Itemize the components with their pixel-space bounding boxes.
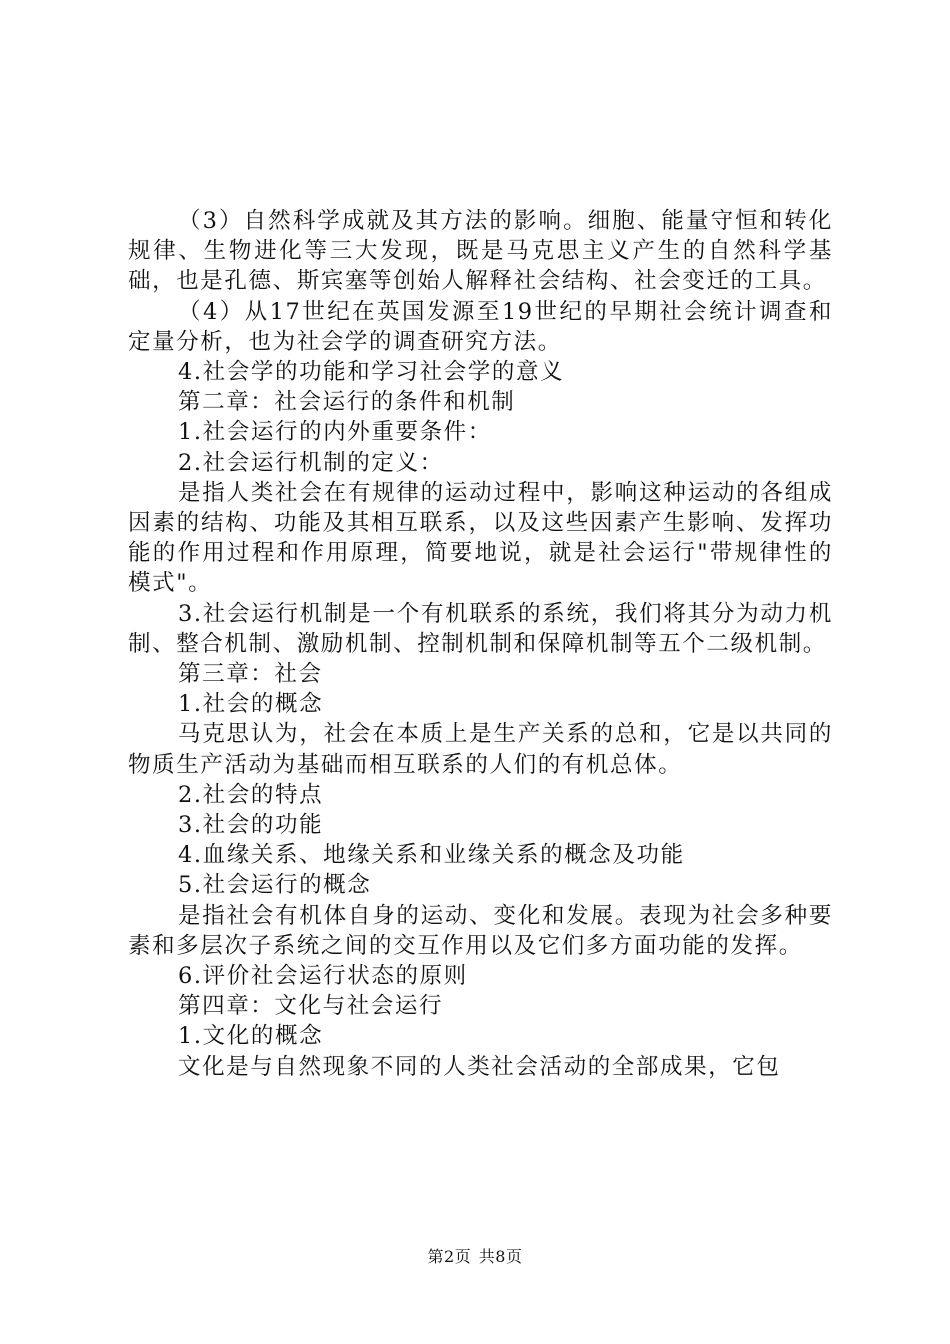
section-item: 5.社会运行的概念 [178, 872, 372, 899]
paragraph: 文化是与自然现象不同的人类社会活动的全部成果，它包 [178, 1053, 781, 1080]
paragraph: 是指人类社会在有规律的运动过程中，影响这种运动的各组成因素的结构、功能及其相互联系，以及这些因素产生影响、发挥功能的作用过程和作用原理，简要地说，就是社会运行"带规律性的模式"。 [128, 479, 833, 597]
chapter-heading: 第二章：社会运行的条件和机制 [178, 389, 516, 416]
paragraph: （3）自然科学成就及其方法的影响。细胞、能量守恒和转化规律、生物进化等三大发现，既是马克思主义产生的自然科学基础，也是孔德、斯宾塞等创始人解释社会结构、社会变迁的工具。 [128, 208, 833, 295]
paragraph: 马克思认为，社会在本质上是生产关系的总和，它是以共同的物质生产活动为基础而相互联系的人们的有机总体。 [128, 721, 833, 778]
section-item: 2.社会运行机制的定义： [178, 449, 444, 476]
paragraph: （4）从17世纪在英国发源至19世纪的早期社会统计调查和定量分析，也为社会学的调查研究方法。 [128, 298, 833, 355]
section-item: 6.评价社会运行状态的原则 [178, 963, 468, 990]
section-item: 2.社会的特点 [178, 781, 324, 808]
section-item: 4.社会学的功能和学习社会学的意义 [178, 359, 565, 386]
current-page-number: 第2页 [427, 1247, 472, 1266]
section-item: 3.社会的功能 [178, 812, 324, 839]
paragraph: 3.社会运行机制是一个有机联系的系统，我们将其分为动力机制、整合机制、激励机制、控制机制和保障机制等五个二级机制。 [128, 600, 833, 657]
chapter-heading: 第三章：社会 [178, 661, 323, 688]
section-item: 4.血缘关系、地缘关系和业缘关系的概念及功能 [178, 842, 685, 869]
page-footer [0, 1244, 950, 1267]
paragraph: 是指社会有机体自身的运动、变化和发展。表现为社会多种要素和多层次子系统之间的交互作用以及它们多方面功能的发挥。 [128, 902, 833, 959]
total-pages: 共8页 [478, 1247, 523, 1266]
chapter-heading: 第四章：文化与社会运行 [178, 993, 444, 1020]
section-item: 1.文化的概念 [178, 1023, 324, 1050]
section-item: 1.社会运行的内外重要条件： [178, 419, 492, 446]
section-item: 1.社会的概念 [178, 691, 324, 718]
document-body [128, 206, 833, 1082]
